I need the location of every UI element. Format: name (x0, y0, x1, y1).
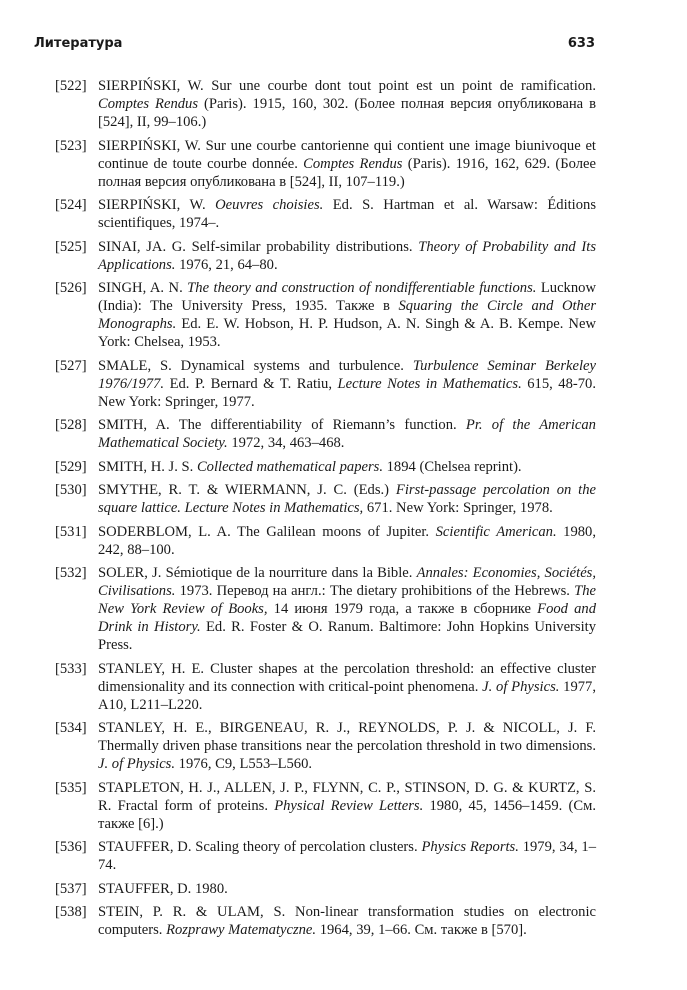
reference-entry (55, 719, 596, 773)
reference-number: [530] (55, 482, 87, 498)
reference-text (98, 279, 596, 351)
reference-text-part: 615, 48-70. New York: Springer, 1977. (98, 375, 596, 410)
reference-entry (55, 880, 596, 898)
reference-text-part: Ed. E. W. Hobson, H. P. Hudson, A. N. Singh & A. B. Kempe. New York: Chelsea, 1953. (98, 316, 596, 350)
reference-number: [534] (55, 720, 87, 736)
reference-title-italic: Physical Review Letters. (274, 797, 424, 814)
reference-title-italic: Scientific American. (435, 523, 557, 540)
reference-text-part: (Paris). 1916, 162, 629. (Более полная версия опубликована в [524], II, 107–119.) (98, 155, 596, 190)
reference-number: [527] (55, 357, 87, 374)
reference-text-part: Ed. S. Hartman et al. Warsaw: Éditions scientifiques, 1974–. (98, 197, 597, 231)
running-head (34, 36, 595, 51)
reference-entry (55, 660, 596, 714)
reference-number: [531] (55, 523, 87, 540)
reference-entry (55, 838, 596, 874)
reference-text (98, 880, 596, 898)
reference-text-part: SIERPIŃSKI, W. (98, 197, 216, 213)
reference-text-part: STAUFFER, D. Scaling theory of percolation clusters. (98, 839, 422, 855)
reference-title-italic: Oeuvres choisies. (215, 197, 324, 213)
reference-text-part: SIERPIŃSKI, W. Sur une courbe dont tout point est un point de ramification. (98, 78, 596, 94)
reference-text-part: 1894 (Chelsea reprint). (382, 458, 522, 475)
reference-text-part: SOLER, J. Sémiotique de la nourriture dans la Bible. (98, 565, 417, 581)
reference-number: [538] (55, 904, 87, 920)
reference-title-italic: J. of Physics. (98, 756, 176, 772)
reference-entry (55, 196, 596, 232)
reference-entry (55, 903, 596, 939)
reference-text-part: 14 июня 1979 года, а также в сборнике (267, 601, 538, 617)
reference-title-italic: Theory of Probability and Its Applications. (98, 238, 596, 273)
reference-text-part: SODERBLOM, L. A. The Galilean moons of Jupiter. (98, 523, 436, 540)
page-number: 633 (567, 36, 595, 51)
section-title: Литература (34, 36, 123, 51)
reference-entry (55, 481, 596, 517)
reference-text-part: Ed. R. Foster & O. Ranum. Baltimore: John Hopkins University Press. (98, 619, 596, 653)
reference-text (98, 357, 596, 411)
reference-text-part: SMYTHE, R. T. & WIERMANN, J. C. (Eds.) (98, 482, 396, 498)
reference-entry (55, 564, 596, 654)
reference-entry (55, 779, 596, 833)
reference-text-part: 1964, 39, 1–66. См. также в [570]. (316, 922, 527, 938)
reference-text-part: 1973. Перевод на англ.: The dietary prohibitions of the Hebrews. (175, 583, 575, 599)
reference-text (98, 564, 596, 654)
reference-title-italic: Physics Reports. (421, 839, 519, 855)
reference-text-part: SMITH, H. J. S. (98, 458, 197, 475)
reference-text (98, 779, 596, 833)
reference-text-part: SINAI, JA. G. Self-similar probability distributions. (98, 238, 419, 255)
reference-number: [533] (55, 660, 87, 677)
reference-entry (55, 238, 596, 274)
reference-text-part: STEIN, P. R. & ULAM, S. Non-linear transformation studies on electronic computers. (98, 904, 596, 938)
reference-text-part: SINGH, A. N. (98, 280, 188, 296)
reference-number: [536] (55, 839, 87, 855)
reference-text-part: STANLEY, H. E., BIRGENEAU, R. J., REYNOLDS, P. J. & NICOLL, J. F. Thermally driven phase transitions near the percolation threshold in two dimensions. (98, 720, 596, 754)
reference-title-italic: Comptes Rendus (303, 155, 403, 172)
reference-text-part: SIERPIŃSKI, W. Sur une courbe cantorienne qui contient une image biunivoque et continue de toute courbe donnée. (98, 137, 596, 172)
reference-text (98, 838, 596, 874)
reference-number: [535] (55, 779, 87, 796)
reference-title-italic: Squaring the Circle and Other Monographs. (98, 298, 596, 332)
reference-text-part: 671. New York: Springer, 1978. (363, 500, 553, 516)
reference-text (98, 458, 596, 476)
reference-text-part: 1980, 45, 1456–1459. (См. также [6].) (98, 797, 596, 832)
reference-title-italic: Food and Drink in History. (98, 601, 596, 635)
reference-number: [525] (55, 238, 87, 255)
reference-text (98, 719, 596, 773)
reference-number: [524] (55, 197, 87, 213)
reference-title-italic: The theory and construction of nondifferentiable functions. (187, 280, 537, 296)
reference-number: [523] (55, 137, 87, 154)
reference-title-italic: The New York Review of Books, (98, 583, 596, 617)
reference-entry (55, 523, 596, 559)
reference-number: [526] (55, 280, 87, 296)
reference-title-italic: First-passage percolation on the square lattice. Lecture Notes in Mathematics, (98, 482, 597, 516)
reference-text (98, 196, 596, 232)
reference-title-italic: Collected mathematical papers. (196, 458, 383, 475)
reference-text (98, 416, 596, 452)
reference-text-part: STAPLETON, H. J., ALLEN, J. P., FLYNN, C. P., STINSON, D. G. & KURTZ, S. R. Fractal form of proteins. (98, 779, 596, 814)
reference-text-part: STAUFFER, D. 1980. (98, 880, 228, 897)
reference-entry (55, 77, 596, 131)
reference-text-part: (Paris). 1915, 160, 302. (Более полная версия опубликована в [524], II, 99–106.) (98, 96, 596, 130)
reference-title-italic: Annales: Economies, Sociétés, Civilisations. (98, 565, 596, 599)
reference-text-part: Ed. P. Bernard & T. Ratiu, (164, 375, 338, 392)
reference-list (55, 77, 596, 945)
reference-text (98, 523, 596, 559)
reference-number: [537] (55, 880, 87, 897)
reference-number: [528] (55, 417, 87, 433)
reference-number: [529] (55, 458, 87, 475)
reference-title-italic: Pr. of the American Mathematical Society. (98, 417, 596, 451)
reference-text (98, 481, 596, 517)
reference-text-part: 1976, 21, 64–80. (175, 256, 278, 273)
reference-text-part: STANLEY, H. E. Cluster shapes at the percolation threshold: an effective cluster dimensionality and its connection with critical-point phenomena. (98, 660, 596, 695)
reference-number: [532] (55, 565, 87, 581)
reference-text-part: SMITH, A. The differentiability of Riemann’s function. (98, 417, 466, 433)
reference-text (98, 238, 596, 274)
reference-text-part: SMALE, S. Dynamical systems and turbulence. (98, 357, 413, 374)
reference-text (98, 77, 596, 131)
reference-title-italic: Comptes Rendus (98, 96, 199, 112)
reference-text (98, 903, 596, 939)
reference-entry (55, 137, 596, 191)
reference-text (98, 660, 596, 714)
reference-title-italic: Rozprawy Matematyczne. (166, 922, 317, 938)
reference-text-part: 1977, A10, L211–L220. (98, 678, 596, 713)
reference-title-italic: J. of Physics. (482, 678, 560, 695)
reference-entry (55, 357, 596, 411)
reference-text-part: 1972, 34, 463–468. (227, 435, 345, 451)
reference-text (98, 137, 596, 191)
reference-text-part: 1980, 242, 88–100. (98, 523, 596, 558)
reference-text-part: 1979, 34, 1–74. (98, 839, 597, 873)
reference-text-part: 1976, C9, L553–L560. (175, 756, 313, 772)
reference-title-italic: Turbulence Seminar Berkeley 1976/1977. (98, 357, 596, 392)
reference-entry (55, 416, 596, 452)
reference-entry (55, 279, 596, 351)
reference-title-italic: Lecture Notes in Mathematics. (337, 375, 522, 392)
reference-text-part: Lucknow (India): The University Press, 1935. Также в (98, 280, 596, 314)
reference-number: [522] (55, 78, 87, 94)
reference-entry (55, 458, 596, 476)
